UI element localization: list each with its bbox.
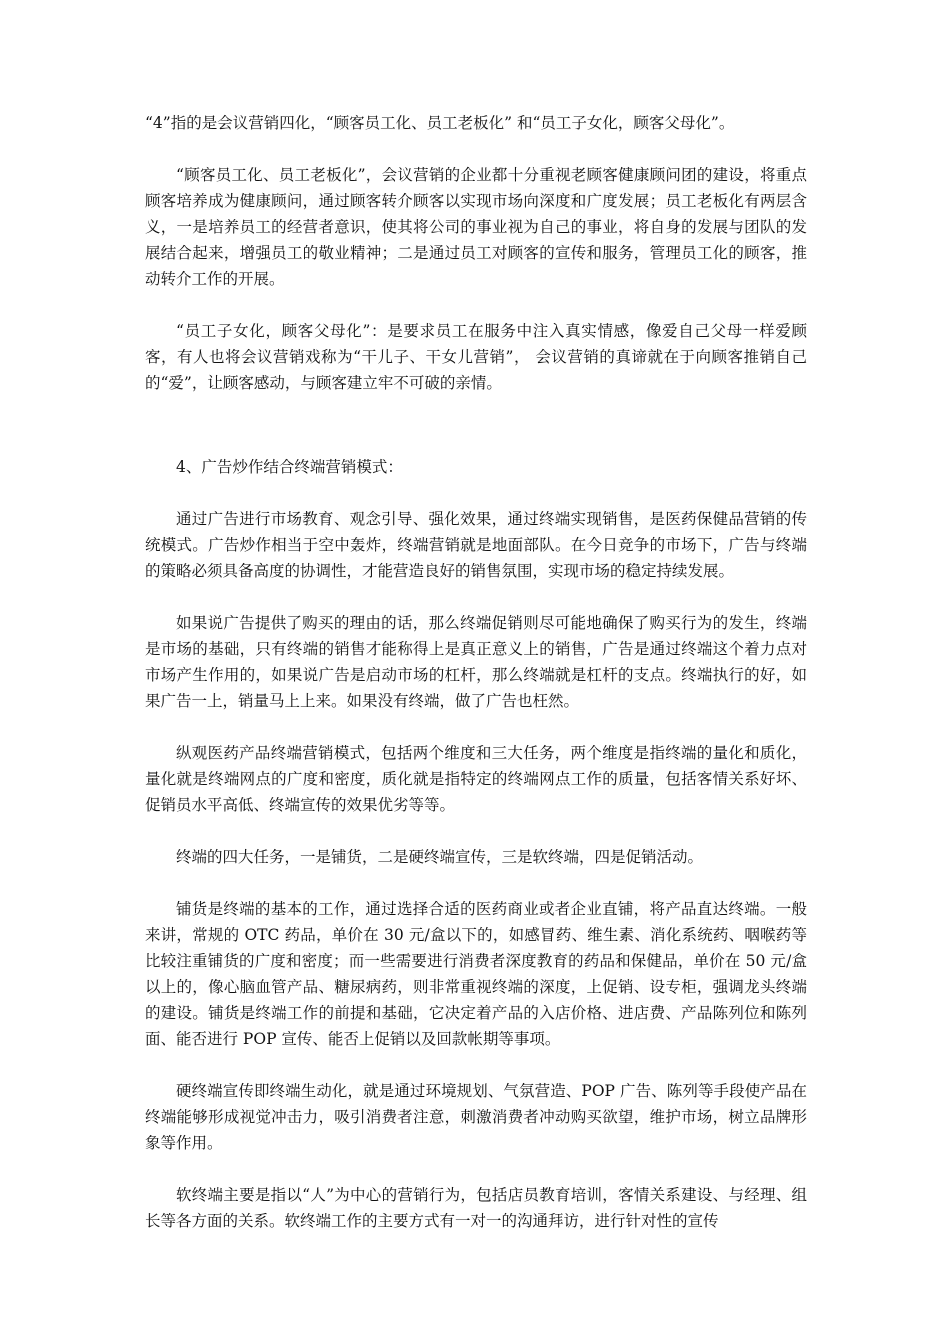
paragraph-advertising-terminal: 通过广告进行市场教育、观念引导、强化效果，通过终端实现销售，是医药保健品营销的传统模式。广告炒作相当于空中轰炸，终端营销就是地面部队。在今日竞争的市场下，广告与终端的策略必须具备高度的协调性，才能营造良好的销售氛围，实现市场的稳定持续发展。	[145, 510, 807, 580]
section-heading-4: 4、广告炒作结合终端营销模式：	[176, 458, 403, 476]
paragraph-soft-terminal: 软终端主要是指以“人”为中心的营销行为，包括店员教育培训，客情关系建设、与经理、组长等各方面的关系。软终端工作的主要方式有一对一的沟通拜访，进行针对性的宣传	[145, 1186, 807, 1230]
paragraph-four-transformations: “4”指的是会议营销四化，“顾客员工化、员工老板化” 和“员工子女化，顾客父母化”。	[145, 114, 735, 132]
paragraph-terminal-promotion: 如果说广告提供了购买的理由的话，那么终端促销则尽可能地确保了购买行为的发生，终端是市场的基础，只有终端的销售才能称得上是真正意义上的销售，广告是通过终端这个着力点对市场产生作用的，如果说广告是启动市场的杠杆，那么终端就是杠杆的支点。终端执行的好，如果广告一上，销量马上上来。如果没有终端，做了广告也枉然。	[145, 614, 807, 710]
document-page	[145, 110, 807, 1234]
paragraph-hard-terminal: 硬终端宣传即终端生动化，就是通过环境规划、气氛营造、POP 广告、陈列等手段使产品在终端能够形成视觉冲击力，吸引消费者注意，刺激消费者冲动购买欲望，维护市场，树立品牌形象等作用。	[145, 1082, 807, 1152]
paragraph-employee-as-child: “员工子女化，顾客父母化”：是要求员工在服务中注入真实情感，像爱自己父母一样爱顾客，有人也将会议营销戏称为“干儿子、干女儿营销”， 会议营销的真谛就在于向顾客推销自己的“爱”，让顾客感动，与顾客建立牢不可破的亲情。	[145, 322, 807, 392]
paragraph-four-tasks: 终端的四大任务，一是铺货，二是硬终端宣传，三是软终端，四是促销活动。	[176, 848, 704, 866]
paragraph-terminal-dimensions: 纵观医药产品终端营销模式，包括两个维度和三大任务，两个维度是指终端的量化和质化，量化就是终端网点的广度和密度，质化就是指特定的终端网点工作的质量，包括客情关系好坏、促销员水平高低、终端宣传的效果优劣等等。	[145, 744, 807, 814]
paragraph-distribution: 铺货是终端的基本的工作，通过选择合适的医药商业或者企业直铺，将产品直达终端。一般来讲，常规的 OTC 药品，单价在 30 元/盒以下的，如感冒药、维生素、消化系统药、咽喉药等比较注重铺货的广度和密度；而一些需要进行消费者深度教育的药品和保健品，单价在 50 元/盒以上的，像心脑血管产品、糖尿病药，则非常重视终端的深度，上促销、设专柜，强调龙头终端的建设。铺货是终端工作的前提和基础，它决定着产品的入店价格、进店费、产品陈列位和陈列面、能否进行 POP 宣传、能否上促销以及回款帐期等事项。	[145, 900, 807, 1048]
paragraph-customer-as-employee: “顾客员工化、员工老板化”，会议营销的企业都十分重视老顾客健康顾问团的建设，将重点顾客培养成为健康顾问，通过顾客转介顾客以实现市场向深度和广度发展；员工老板化有两层含义，一是培养员工的经营者意识，使其将公司的事业视为自己的事业，将自身的发展与团队的发展结合起来，增强员工的敬业精神；二是通过员工对顾客的宣传和服务，管理员工化的顾客，推动转介工作的开展。	[145, 166, 807, 288]
